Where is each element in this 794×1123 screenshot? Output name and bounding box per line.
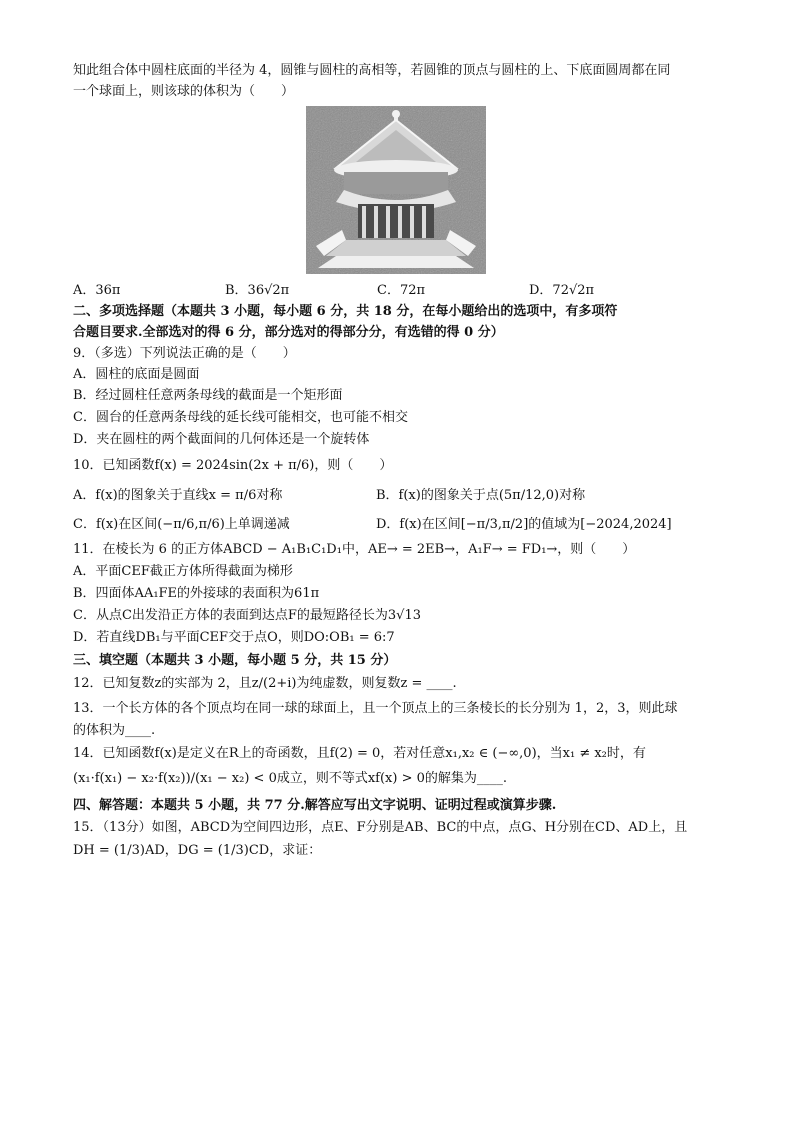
q11-option-b: B．四面体AA₁FE的外接球的表面积为61π bbox=[73, 586, 320, 601]
q11-option-a: A．平面CEF截正方体所得截面为梯形 bbox=[73, 564, 293, 579]
section2-heading-line1: 二、多项选择题（本题共 3 小题，每小题 6 分，共 18 分，在每小题给出的选项中，有多项符 bbox=[73, 304, 618, 319]
q9-option-b: B．经过圆柱任意两条母线的截面是一个矩形面 bbox=[73, 388, 343, 403]
q10-options-row2 bbox=[73, 513, 723, 533]
q9-stem: 9．（多选）下列说法正确的是（ ） bbox=[73, 346, 296, 361]
q10-option-c: C．f(x)在区间(−π/6,π/6)上单调递减 bbox=[73, 517, 290, 532]
q14-stem-line2: (x₁·f(x₁) − x₂·f(x₂))/(x₁ − x₂) < 0成立，则不等式xf(x) > 0的解集为____. bbox=[73, 771, 508, 786]
q8-option-c: C．72π bbox=[377, 283, 426, 298]
q10-option-d: D．f(x)在区间[−π/3,π/2]的值域为[−2024,2024] bbox=[376, 517, 672, 532]
temple-photo bbox=[306, 106, 486, 274]
q13-stem-line1: 13．一个长方体的各个顶点均在同一球的球面上，且一个顶点上的三条棱长的长分别为 1，2，3，则此球 bbox=[73, 701, 678, 716]
q13-stem-line2: 的体积为____. bbox=[73, 723, 156, 738]
q8-stem-line2: 一个球面上，则该球的体积为（ ） bbox=[73, 84, 295, 99]
q11-option-c: C．从点C出发沿正方体的表面到达点F的最短路径长为3√13 bbox=[73, 608, 422, 623]
section2-heading-line2: 合题目要求.全部选对的得 6 分，部分选对的得部分分，有选错的得 0 分） bbox=[73, 325, 504, 340]
q9-option-c: C．圆台的任意两条母线的延长线可能相交，也可能不相交 bbox=[73, 410, 408, 425]
q8-option-b: B．36√2π bbox=[225, 283, 290, 298]
q10-option-a: A．f(x)的图象关于直线x = π/6对称 bbox=[73, 488, 283, 503]
q8-option-a: A．36π bbox=[73, 283, 121, 298]
q14-stem-line1: 14．已知函数f(x)是定义在R上的奇函数，且f(2) = 0，若对任意x₁,x₂ ∈ (−∞,0)，当x₁ ≠ x₂时，有 bbox=[73, 746, 646, 761]
q8-stem-line1: 知此组合体中圆柱底面的半径为 4，圆锥与圆柱的高相等，若圆锥的顶点与圆柱的上、下底面圆周都在同 bbox=[73, 63, 671, 78]
q8-option-d: D．72√2π bbox=[529, 283, 595, 298]
q8-options bbox=[73, 279, 723, 299]
q11-stem: 11．在棱长为 6 的正方体ABCD − A₁B₁C₁D₁中，AE→ = 2EB→，A₁F→ = FD₁→，则（ ） bbox=[73, 542, 636, 557]
q10-options-row1 bbox=[73, 484, 723, 504]
q9-option-a: A．圆柱的底面是圆面 bbox=[73, 367, 200, 382]
q15-stem-line1: 15．（13分）如图，ABCD为空间四边形，点E、F分别是AB、BC的中点，点G、H分别在CD、AD上，且 bbox=[73, 820, 688, 835]
q11-option-d: D．若直线DB₁与平面CEF交于点O，则DO:OB₁ = 6:7 bbox=[73, 630, 395, 645]
q9-option-d: D．夹在圆柱的两个截面间的几何体还是一个旋转体 bbox=[73, 432, 370, 447]
q15-stem-line2: DH = (1/3)AD，DG = (1/3)CD，求证： bbox=[73, 843, 322, 858]
q12-stem: 12．已知复数z的实部为 2，且z/(2+i)为纯虚数，则复数z = ____. bbox=[73, 676, 457, 691]
section4-heading: 四、解答题：本题共 5 小题，共 77 分.解答应写出文字说明、证明过程或演算步骤. bbox=[73, 798, 557, 813]
q10-stem: 10．已知函数f(x) = 2024sin(2x + π/6)，则（ ） bbox=[73, 458, 393, 473]
q10-option-b: B．f(x)的图象关于点(5π/12,0)对称 bbox=[376, 488, 586, 503]
section3-heading: 三、填空题（本题共 3 小题，每小题 5 分，共 15 分） bbox=[73, 653, 397, 668]
